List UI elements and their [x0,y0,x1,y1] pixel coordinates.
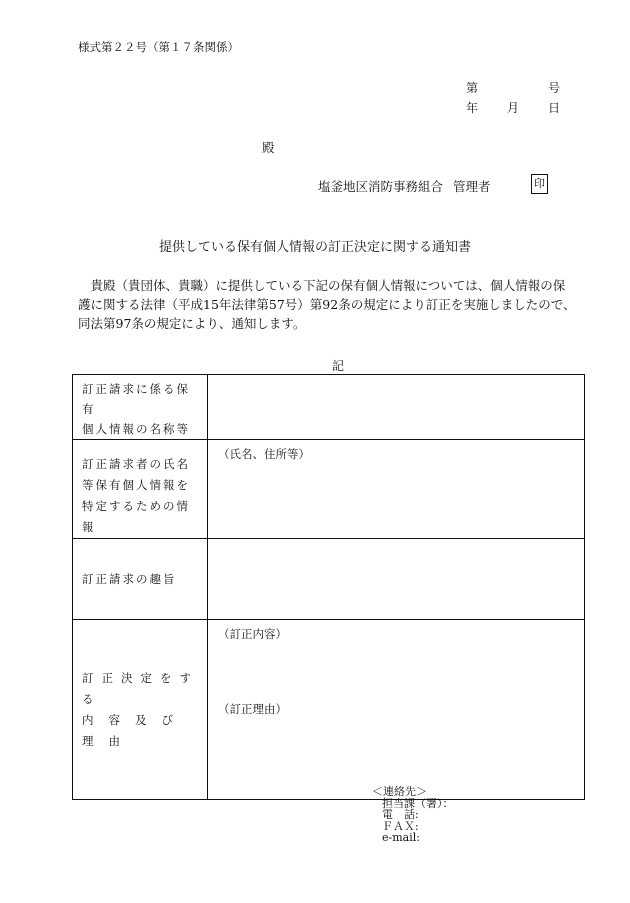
row4-value-content: （訂正内容） [218,627,287,641]
contact-heading: ＜連絡先＞ [372,785,427,798]
row2-label-line1: 訂正請求者の氏名 [82,457,190,471]
ki-heading: 記 [331,359,344,373]
document-title: 提供している保有個人情報の訂正決定に関する通知書 [158,240,471,255]
body-text [78,276,608,333]
table-row [73,440,585,539]
row2-label [73,440,208,539]
row3-label [73,539,208,620]
date-month: 月 [507,101,520,115]
row1-value[interactable] [208,375,585,440]
date-day: 日 [548,101,561,115]
table-row [73,539,585,620]
contact-dept: 担当課（署）： [382,796,454,810]
row2-value-hint: （氏名、住所等） [218,447,310,461]
body-line: 同法第97条の規定により、通知します。 [78,316,306,331]
row1-label-line1: 訂正請求に係る保有 [82,382,190,416]
row4-label [73,620,208,800]
row3-label-text: 訂正請求の趣旨 [82,572,177,586]
row3-value[interactable] [208,539,585,620]
row1-label-line2: 個人情報の名称等 [82,422,190,436]
sender [318,177,491,195]
form-number: 様式第２２号（第１７条関係） [78,40,239,54]
sender-role: 管理者 [453,179,491,194]
row2-value[interactable] [208,440,585,539]
doc-number-suffix: 号 [548,81,561,95]
body-line: 貴殿（貴団体、貴職）に提供している下記の保有個人情報については、個人情報の保 [78,278,566,293]
table-row [73,375,585,440]
addressee: 殿 [262,140,275,155]
body-line: 護に関する法律（平成15年法律第57号）第92条の規定により訂正を実施しましたので、 [78,297,576,312]
table-row [73,620,585,800]
contact-phone: 電 話: [382,808,419,821]
row4-value-reason: （訂正理由） [218,702,287,716]
sender-organization: 塩釜地区消防事務組合 [318,179,444,194]
contact-block [372,786,454,844]
row2-label-line3: 特定するための情報 [82,499,190,534]
row2-label-line2: 等保有個人情報を [82,478,190,492]
contact-fax: ＦＡＸ: [382,819,419,833]
date-year: 年 [466,101,479,115]
doc-number-prefix: 第 [466,81,479,95]
row4-label-line2: 内容及び理由 [82,712,188,748]
row4-label-line1: 訂正決定をする [82,670,199,706]
contact-email: e-mail: [382,831,420,844]
row1-label [73,375,208,440]
seal-box: 印 [531,174,548,194]
row4-value[interactable] [208,620,585,800]
record-table [72,374,585,800]
